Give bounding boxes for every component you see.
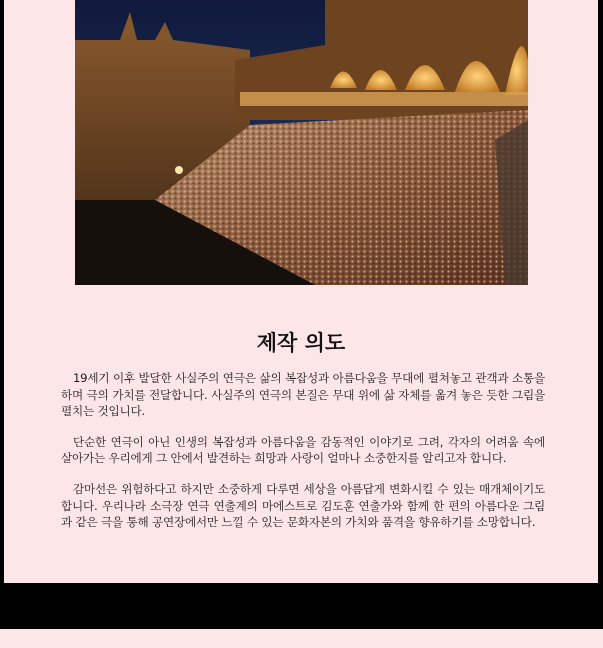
next-panel-edge — [0, 629, 603, 648]
content-panel — [4, 0, 598, 583]
paragraph-2: 단순한 연극이 아닌 인생의 복잡성과 아름다움을 감동적인 이야기로 그려, 각자의 어려움 속에 살아가는 우리에게 그 안에서 발견하는 희망과 사랑이 얼마나 소중한지를 알리고자 합니다. — [61, 434, 545, 466]
theater-photo — [75, 0, 528, 285]
paragraph-1: 19세기 이후 발달한 사실주의 연극은 삶의 복잡성과 아름다움을 무대에 펼쳐놓고 관객과 소통을하며 극의 가치를 전달합니다. 사실주의 연극의 본질은 무대 위에 삶 자체를 옮겨 놓은 듯한 그림을 펼치는 것입니다. — [61, 371, 545, 419]
section-title: 제작 의도 — [256, 331, 346, 355]
paragraph-3: 감마선은 위험하다고 하지만 소중하게 다루면 세상을 아름답게 변화시킬 수 있는 매개체이기도 합니다. 우리나라 소극장 연극 연출계의 마에스트로 김도훈 연출가와 함께 한 편의 아름다운 그림과 같은 극을 통해 공연장에서만 느낄 수 있는 문화자본의 가치와 품격을 향유하기를 소망합니다. — [61, 481, 545, 530]
section-body — [61, 370, 545, 545]
